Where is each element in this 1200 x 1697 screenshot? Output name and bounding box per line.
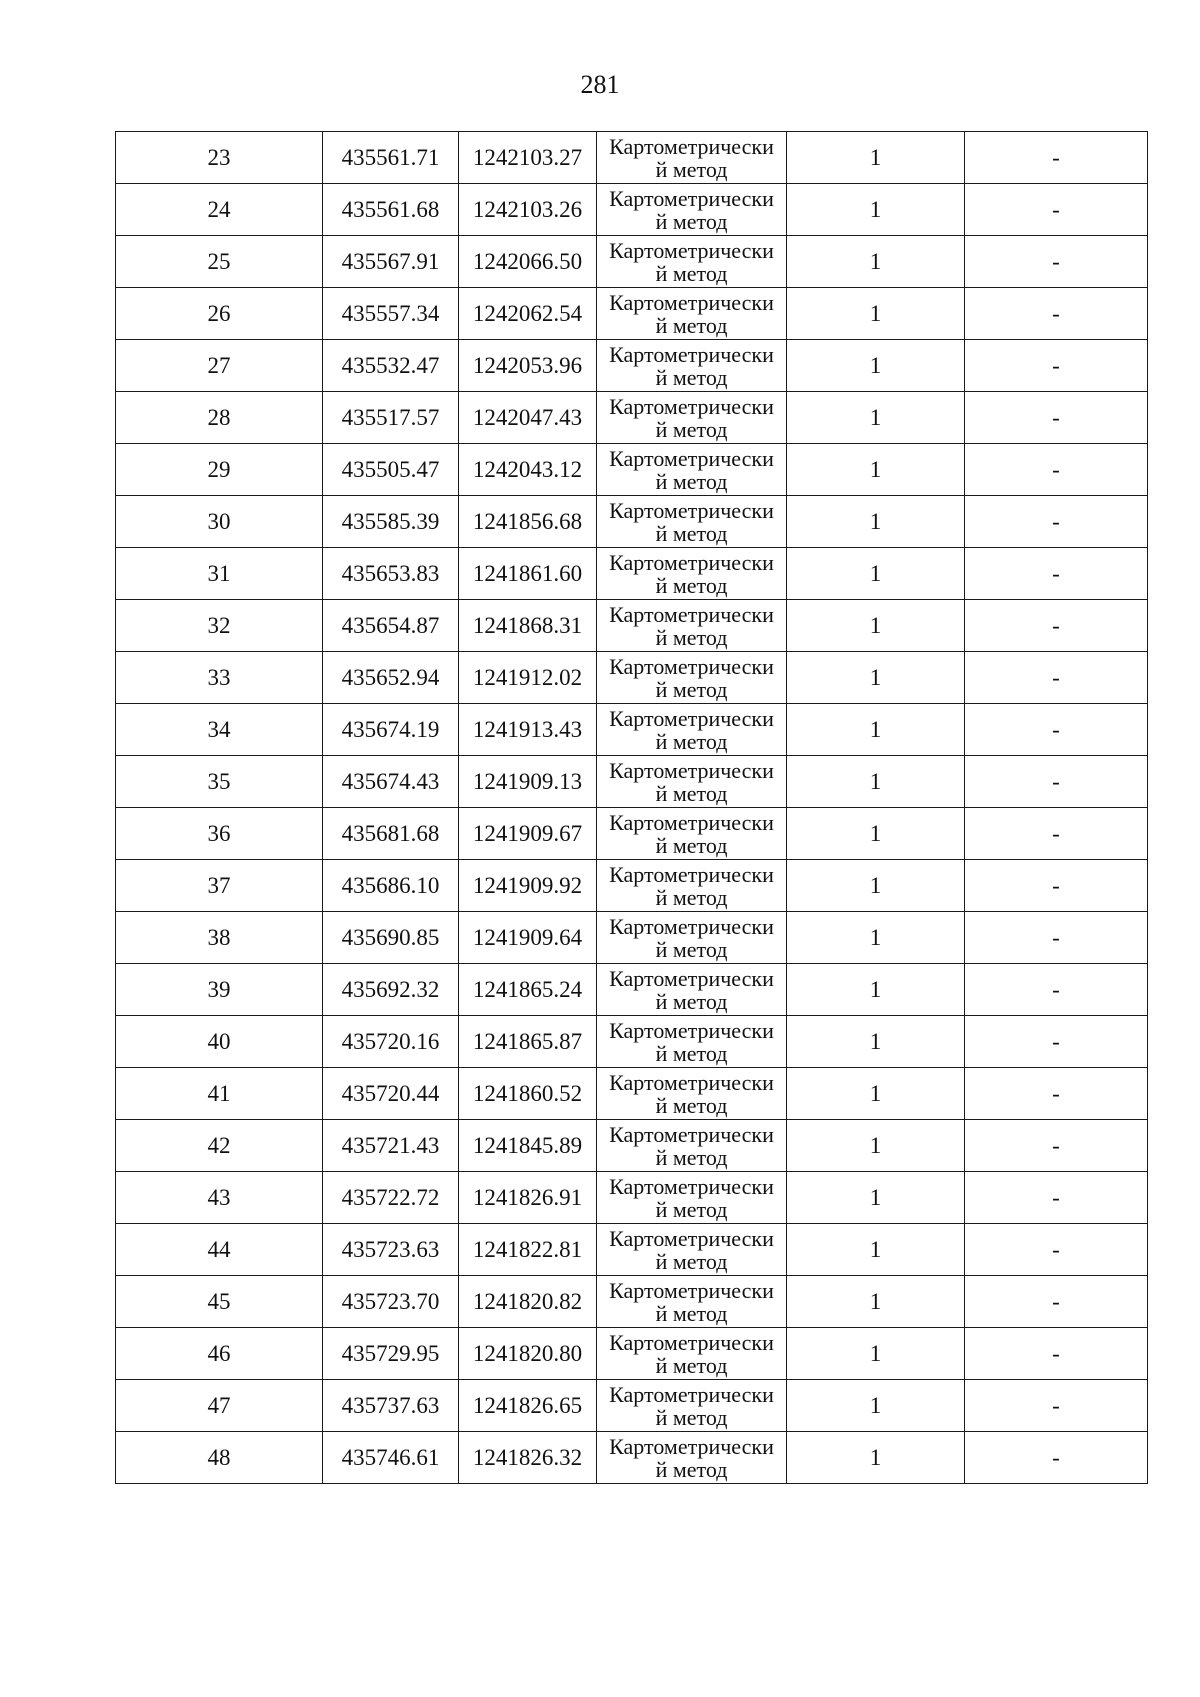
- description-cell: -: [965, 1432, 1148, 1484]
- accuracy-cell: 1: [787, 964, 965, 1016]
- method-cell: [597, 912, 787, 964]
- accuracy-cell: 1: [787, 1120, 965, 1172]
- point-number-cell: 32: [116, 600, 323, 652]
- point-number-cell: 24: [116, 184, 323, 236]
- description-cell: -: [965, 756, 1148, 808]
- x-coordinate-cell: 435561.71: [323, 132, 459, 184]
- x-coordinate-cell: 435720.44: [323, 1068, 459, 1120]
- description-cell: -: [965, 912, 1148, 964]
- point-number-cell: 27: [116, 340, 323, 392]
- accuracy-cell: 1: [787, 1380, 965, 1432]
- method-line-2: й метод: [655, 989, 728, 1014]
- accuracy-cell: 1: [787, 756, 965, 808]
- description-cell: -: [965, 132, 1148, 184]
- x-coordinate-cell: 435722.72: [323, 1172, 459, 1224]
- method-line-1: Картометрически: [609, 134, 774, 159]
- method-line-2: й метод: [655, 1405, 728, 1430]
- method-cell: [597, 1120, 787, 1172]
- y-coordinate-cell: 1241845.89: [459, 1120, 597, 1172]
- y-coordinate-cell: 1241868.31: [459, 600, 597, 652]
- x-coordinate-cell: 435567.91: [323, 236, 459, 288]
- method-line-2: й метод: [655, 1093, 728, 1118]
- x-coordinate-cell: 435652.94: [323, 652, 459, 704]
- x-coordinate-cell: 435723.70: [323, 1276, 459, 1328]
- method-line-2: й метод: [655, 1249, 728, 1274]
- description-cell: -: [965, 184, 1148, 236]
- point-number-cell: 35: [116, 756, 323, 808]
- accuracy-cell: 1: [787, 1432, 965, 1484]
- point-number-cell: 23: [116, 132, 323, 184]
- method-line-1: Картометрически: [609, 290, 774, 315]
- x-coordinate-cell: 435557.34: [323, 288, 459, 340]
- description-cell: -: [965, 652, 1148, 704]
- accuracy-cell: 1: [787, 912, 965, 964]
- point-number-cell: 45: [116, 1276, 323, 1328]
- x-coordinate-cell: 435681.68: [323, 808, 459, 860]
- table-row: [116, 288, 1148, 340]
- method-line-2: й метод: [655, 729, 728, 754]
- accuracy-cell: 1: [787, 860, 965, 912]
- method-line-1: Картометрически: [609, 1434, 774, 1459]
- accuracy-cell: 1: [787, 496, 965, 548]
- point-number-cell: 41: [116, 1068, 323, 1120]
- table-row: [116, 184, 1148, 236]
- method-line-1: Картометрически: [609, 342, 774, 367]
- method-cell: [597, 704, 787, 756]
- y-coordinate-cell: 1242103.26: [459, 184, 597, 236]
- point-number-cell: 43: [116, 1172, 323, 1224]
- point-number-cell: 38: [116, 912, 323, 964]
- method-line-1: Картометрически: [609, 810, 774, 835]
- method-line-1: Картометрически: [609, 654, 774, 679]
- method-line-1: Картометрически: [609, 1226, 774, 1251]
- y-coordinate-cell: 1241912.02: [459, 652, 597, 704]
- description-cell: -: [965, 288, 1148, 340]
- accuracy-cell: 1: [787, 1276, 965, 1328]
- table-row: [116, 652, 1148, 704]
- table-row: [116, 496, 1148, 548]
- y-coordinate-cell: 1241820.80: [459, 1328, 597, 1380]
- method-cell: [597, 1328, 787, 1380]
- method-line-1: Картометрически: [609, 1382, 774, 1407]
- description-cell: -: [965, 548, 1148, 600]
- description-cell: -: [965, 808, 1148, 860]
- method-line-2: й метод: [655, 313, 728, 338]
- description-cell: -: [965, 444, 1148, 496]
- x-coordinate-cell: 435746.61: [323, 1432, 459, 1484]
- x-coordinate-cell: 435561.68: [323, 184, 459, 236]
- table-row: [116, 704, 1148, 756]
- point-number-cell: 46: [116, 1328, 323, 1380]
- y-coordinate-cell: 1241820.82: [459, 1276, 597, 1328]
- y-coordinate-cell: 1241861.60: [459, 548, 597, 600]
- method-cell: [597, 652, 787, 704]
- point-number-cell: 31: [116, 548, 323, 600]
- table-row: [116, 1276, 1148, 1328]
- method-line-2: й метод: [655, 1145, 728, 1170]
- method-cell: [597, 496, 787, 548]
- description-cell: -: [965, 1276, 1148, 1328]
- method-line-1: Картометрически: [609, 446, 774, 471]
- table-row: [116, 1224, 1148, 1276]
- point-number-cell: 30: [116, 496, 323, 548]
- method-cell: [597, 1276, 787, 1328]
- y-coordinate-cell: 1241909.67: [459, 808, 597, 860]
- table-row: [116, 132, 1148, 184]
- y-coordinate-cell: 1241856.68: [459, 496, 597, 548]
- y-coordinate-cell: 1242053.96: [459, 340, 597, 392]
- y-coordinate-cell: 1242103.27: [459, 132, 597, 184]
- y-coordinate-cell: 1241909.64: [459, 912, 597, 964]
- method-line-2: й метод: [655, 157, 728, 182]
- method-line-1: Картометрически: [609, 1018, 774, 1043]
- y-coordinate-cell: 1241909.13: [459, 756, 597, 808]
- point-number-cell: 42: [116, 1120, 323, 1172]
- y-coordinate-cell: 1241860.52: [459, 1068, 597, 1120]
- accuracy-cell: 1: [787, 1016, 965, 1068]
- method-line-1: Картометрически: [609, 498, 774, 523]
- accuracy-cell: 1: [787, 600, 965, 652]
- accuracy-cell: 1: [787, 1224, 965, 1276]
- x-coordinate-cell: 435532.47: [323, 340, 459, 392]
- accuracy-cell: 1: [787, 392, 965, 444]
- accuracy-cell: 1: [787, 236, 965, 288]
- description-cell: -: [965, 860, 1148, 912]
- method-line-2: й метод: [655, 1457, 728, 1482]
- y-coordinate-cell: 1241826.32: [459, 1432, 597, 1484]
- y-coordinate-cell: 1241826.91: [459, 1172, 597, 1224]
- table-row: [116, 1068, 1148, 1120]
- point-number-cell: 37: [116, 860, 323, 912]
- point-number-cell: 28: [116, 392, 323, 444]
- method-line-2: й метод: [655, 417, 728, 442]
- description-cell: -: [965, 1224, 1148, 1276]
- description-cell: -: [965, 1380, 1148, 1432]
- x-coordinate-cell: 435729.95: [323, 1328, 459, 1380]
- method-line-1: Картометрически: [609, 550, 774, 575]
- x-coordinate-cell: 435653.83: [323, 548, 459, 600]
- y-coordinate-cell: 1241909.92: [459, 860, 597, 912]
- table-row: [116, 392, 1148, 444]
- method-cell: [597, 236, 787, 288]
- accuracy-cell: 1: [787, 340, 965, 392]
- x-coordinate-cell: 435585.39: [323, 496, 459, 548]
- coordinates-table-body: [116, 132, 1148, 1484]
- x-coordinate-cell: 435674.43: [323, 756, 459, 808]
- x-coordinate-cell: 435690.85: [323, 912, 459, 964]
- accuracy-cell: 1: [787, 1328, 965, 1380]
- table-row: [116, 444, 1148, 496]
- method-cell: [597, 1432, 787, 1484]
- method-cell: [597, 860, 787, 912]
- method-line-1: Картометрически: [609, 1122, 774, 1147]
- x-coordinate-cell: 435692.32: [323, 964, 459, 1016]
- method-line-1: Картометрически: [609, 966, 774, 991]
- method-line-2: й метод: [655, 469, 728, 494]
- method-line-1: Картометрически: [609, 1278, 774, 1303]
- page-number: 281: [580, 70, 620, 99]
- accuracy-cell: 1: [787, 652, 965, 704]
- point-number-cell: 26: [116, 288, 323, 340]
- point-number-cell: 36: [116, 808, 323, 860]
- point-number-cell: 47: [116, 1380, 323, 1432]
- method-line-2: й метод: [655, 625, 728, 650]
- method-line-2: й метод: [655, 1301, 728, 1326]
- accuracy-cell: 1: [787, 132, 965, 184]
- method-cell: [597, 600, 787, 652]
- accuracy-cell: 1: [787, 1172, 965, 1224]
- method-line-1: Картометрически: [609, 602, 774, 627]
- method-cell: [597, 964, 787, 1016]
- method-cell: [597, 1380, 787, 1432]
- method-cell: [597, 392, 787, 444]
- accuracy-cell: 1: [787, 1068, 965, 1120]
- description-cell: -: [965, 1172, 1148, 1224]
- description-cell: -: [965, 340, 1148, 392]
- x-coordinate-cell: 435737.63: [323, 1380, 459, 1432]
- method-line-2: й метод: [655, 573, 728, 598]
- description-cell: -: [965, 496, 1148, 548]
- method-line-1: Картометрически: [609, 238, 774, 263]
- method-line-1: Картометрически: [609, 862, 774, 887]
- table-row: [116, 1120, 1148, 1172]
- x-coordinate-cell: 435674.19: [323, 704, 459, 756]
- x-coordinate-cell: 435723.63: [323, 1224, 459, 1276]
- method-line-2: й метод: [655, 885, 728, 910]
- table-row: [116, 1328, 1148, 1380]
- method-cell: [597, 808, 787, 860]
- table-row: [116, 912, 1148, 964]
- point-number-cell: 44: [116, 1224, 323, 1276]
- method-line-1: Картометрически: [609, 1174, 774, 1199]
- table-row: [116, 236, 1148, 288]
- method-line-1: Картометрически: [609, 706, 774, 731]
- table-row: [116, 756, 1148, 808]
- method-line-2: й метод: [655, 937, 728, 962]
- point-number-cell: 40: [116, 1016, 323, 1068]
- method-cell: [597, 1172, 787, 1224]
- table-row: [116, 600, 1148, 652]
- point-number-cell: 48: [116, 1432, 323, 1484]
- table-row: [116, 548, 1148, 600]
- method-line-2: й метод: [655, 833, 728, 858]
- table-row: [116, 340, 1148, 392]
- x-coordinate-cell: 435505.47: [323, 444, 459, 496]
- y-coordinate-cell: 1241822.81: [459, 1224, 597, 1276]
- method-line-1: Картометрически: [609, 394, 774, 419]
- point-number-cell: 39: [116, 964, 323, 1016]
- method-cell: [597, 288, 787, 340]
- method-line-1: Картометрически: [609, 186, 774, 211]
- y-coordinate-cell: 1241865.87: [459, 1016, 597, 1068]
- description-cell: -: [965, 392, 1148, 444]
- accuracy-cell: 1: [787, 444, 965, 496]
- accuracy-cell: 1: [787, 808, 965, 860]
- method-cell: [597, 1068, 787, 1120]
- y-coordinate-cell: 1241826.65: [459, 1380, 597, 1432]
- method-cell: [597, 184, 787, 236]
- x-coordinate-cell: 435721.43: [323, 1120, 459, 1172]
- y-coordinate-cell: 1242047.43: [459, 392, 597, 444]
- x-coordinate-cell: 435517.57: [323, 392, 459, 444]
- point-number-cell: 34: [116, 704, 323, 756]
- y-coordinate-cell: 1241865.24: [459, 964, 597, 1016]
- accuracy-cell: 1: [787, 548, 965, 600]
- method-cell: [597, 1016, 787, 1068]
- method-line-2: й метод: [655, 1353, 728, 1378]
- method-line-2: й метод: [655, 365, 728, 390]
- point-number-cell: 33: [116, 652, 323, 704]
- description-cell: -: [965, 964, 1148, 1016]
- method-cell: [597, 340, 787, 392]
- method-line-2: й метод: [655, 1197, 728, 1222]
- description-cell: -: [965, 236, 1148, 288]
- method-cell: [597, 444, 787, 496]
- y-coordinate-cell: 1241913.43: [459, 704, 597, 756]
- method-cell: [597, 548, 787, 600]
- method-cell: [597, 132, 787, 184]
- method-line-2: й метод: [655, 781, 728, 806]
- description-cell: -: [965, 1016, 1148, 1068]
- table-row: [116, 1380, 1148, 1432]
- table-row: [116, 808, 1148, 860]
- method-cell: [597, 756, 787, 808]
- method-line-2: й метод: [655, 261, 728, 286]
- point-number-cell: 25: [116, 236, 323, 288]
- x-coordinate-cell: 435654.87: [323, 600, 459, 652]
- table-row: [116, 964, 1148, 1016]
- x-coordinate-cell: 435686.10: [323, 860, 459, 912]
- y-coordinate-cell: 1242043.12: [459, 444, 597, 496]
- method-line-2: й метод: [655, 209, 728, 234]
- point-number-cell: 29: [116, 444, 323, 496]
- y-coordinate-cell: 1242066.50: [459, 236, 597, 288]
- accuracy-cell: 1: [787, 288, 965, 340]
- method-line-1: Картометрически: [609, 758, 774, 783]
- method-line-2: й метод: [655, 677, 728, 702]
- accuracy-cell: 1: [787, 704, 965, 756]
- table-row: [116, 860, 1148, 912]
- description-cell: -: [965, 600, 1148, 652]
- method-line-1: Картометрически: [609, 914, 774, 939]
- method-line-2: й метод: [655, 521, 728, 546]
- description-cell: -: [965, 1120, 1148, 1172]
- coordinates-table: [115, 131, 1148, 1484]
- accuracy-cell: 1: [787, 184, 965, 236]
- x-coordinate-cell: 435720.16: [323, 1016, 459, 1068]
- y-coordinate-cell: 1242062.54: [459, 288, 597, 340]
- table-row: [116, 1016, 1148, 1068]
- description-cell: -: [965, 704, 1148, 756]
- description-cell: -: [965, 1328, 1148, 1380]
- table-row: [116, 1172, 1148, 1224]
- method-line-2: й метод: [655, 1041, 728, 1066]
- description-cell: -: [965, 1068, 1148, 1120]
- table-row: [116, 1432, 1148, 1484]
- method-cell: [597, 1224, 787, 1276]
- method-line-1: Картометрически: [609, 1070, 774, 1095]
- method-line-1: Картометрически: [609, 1330, 774, 1355]
